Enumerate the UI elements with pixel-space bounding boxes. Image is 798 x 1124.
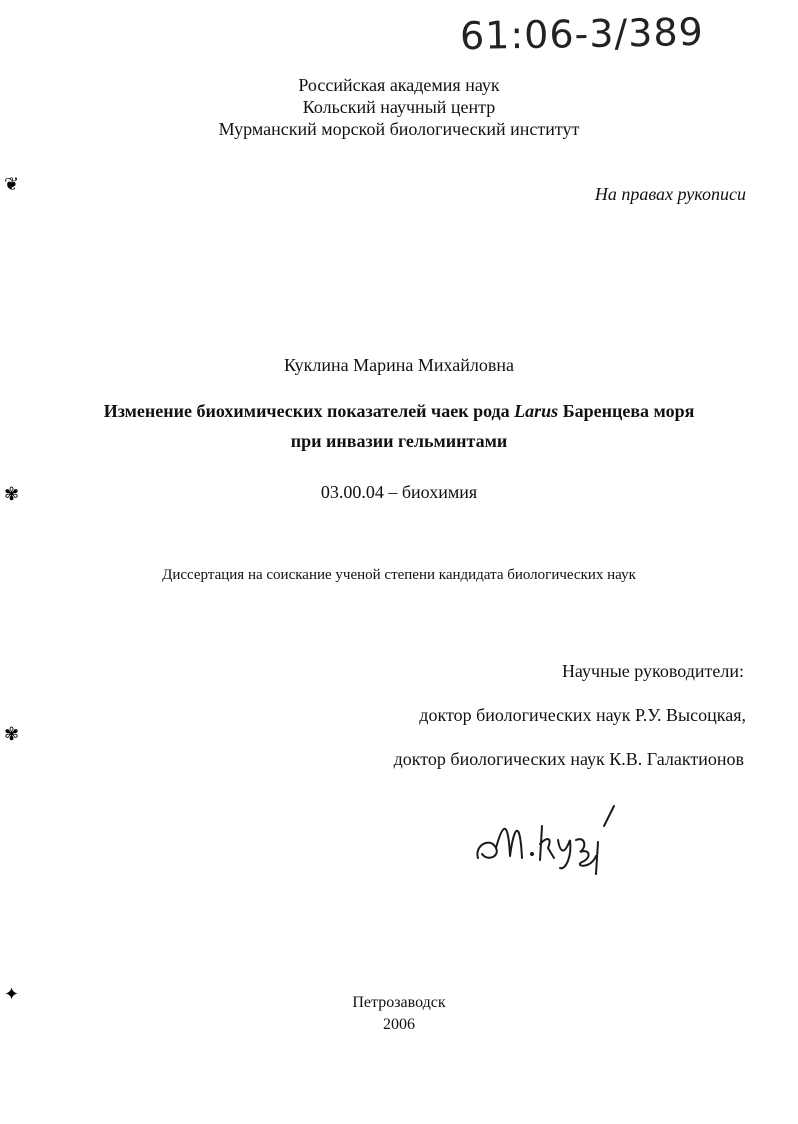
- title-genus: Larus: [514, 401, 559, 421]
- institution-header: [0, 74, 798, 140]
- supervisor-2: доктор биологических наук К.В. Галактионов: [393, 749, 744, 769]
- binding-mark-icon: ❦: [4, 174, 20, 194]
- supervisor-1: доктор биологических наук Р.У. Высоцкая,: [419, 705, 746, 725]
- footer: [0, 992, 798, 1036]
- archive-stamp: 61:06-3/389: [459, 9, 705, 59]
- binding-mark-icon: ✾: [4, 724, 20, 744]
- institution-line-center: Кольский научный центр: [302, 97, 496, 117]
- thesis-title: [0, 396, 798, 456]
- specialty-code: 03.00.04 – биохимия: [320, 482, 478, 502]
- title-part-1: Изменение биохимических показателей чаек рода: [103, 401, 515, 421]
- author-signature: [468, 796, 638, 876]
- author-name: Куклина Марина Михайловна: [283, 355, 514, 375]
- title-line-2: при инвазии гельминтами: [290, 431, 508, 451]
- institution-line-academy: Российская академия наук: [298, 75, 500, 95]
- footer-year: 2006: [383, 1016, 415, 1033]
- footer-city: Петрозаводск: [352, 994, 446, 1011]
- title-line-1: [0, 396, 798, 426]
- supervisors-heading: Научные руководители:: [561, 661, 744, 681]
- binding-mark-icon: ✦: [4, 984, 20, 1004]
- binding-mark-icon: ✾: [4, 484, 20, 504]
- institution-line-institute: Мурманский морской биологический институт: [218, 119, 580, 139]
- dissertation-type: Диссертация на соискание ученой степени кандидата биологических наук: [162, 567, 636, 583]
- rights-note: На правах рукописи: [594, 184, 746, 204]
- title-part-2: Баренцева моря: [558, 401, 695, 421]
